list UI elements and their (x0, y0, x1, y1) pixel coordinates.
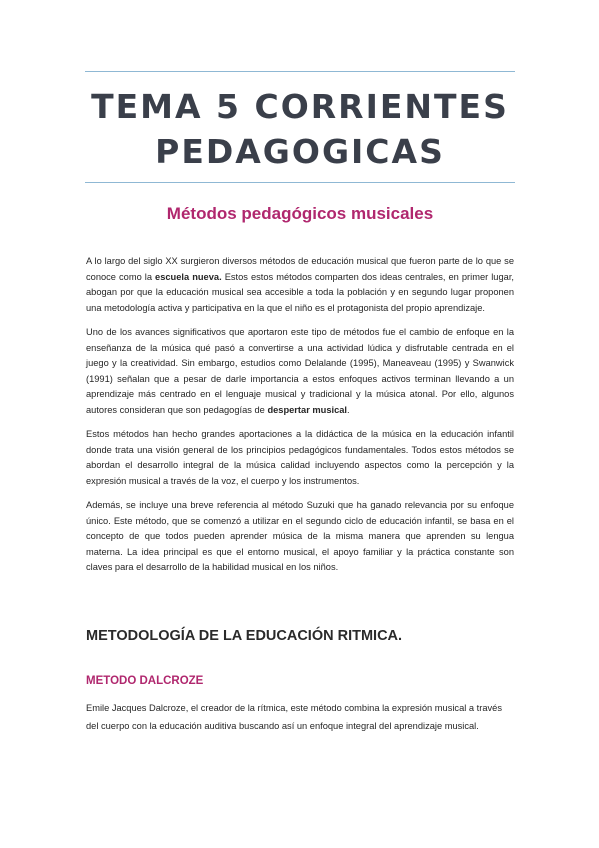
page-title (60, 84, 540, 174)
paragraph-3: Estos métodos han hecho grandes aportaciones a la didáctica de la música en la educación infantil donde trata una visión general de los principios pedagógicos fundamentales. Todos estos métodos se abordan el desarrollo integral de la música calidad incluyendo aspectos como la percepción y la expresión musical a través de la voz, el cuerpo y los instrumentos. (86, 429, 514, 486)
subsection-heading: METODO DALCROZE (86, 675, 204, 687)
paragraph-1: A lo largo del siglo XX surgieron diversos métodos de educación musical que fueron parte de lo que se conoce como la escuela nueva. Estos estos métodos comparten dos ideas centrales, en primer lugar, abogan por que la educación musical sea accesible a toda la población y en segundo lugar proponen una metodología activa y participativa en la que el niño es el protagonista del propio aprendizaje. (86, 256, 514, 313)
body-text (86, 254, 514, 585)
paragraph-2: Uno de los avances significativos que aportaron este tipo de métodos fue el cambio de enfoque en la enseñanza de la música qué pasó a convertirse a una actividad lúdica y disfrutable centrada en el juego y la creatividad. Sin embargo, estudios como Delalande (1995), Maneaveau (1995) y Swanwick (1991) señalan que a pesar de darle importancia a estos enfoques activos terminan llevando a un aprendizaje más centrado en el lenguaje musical y tradicional y la música atonal. Por ello, algunos autores consideran que son pedagogías de despertar musical. (86, 327, 514, 415)
bottom-divider (85, 182, 515, 183)
title-line-2: PEDAGOGICAS (155, 132, 445, 171)
title-line-1: TEMA 5 CORRIENTES (91, 87, 509, 126)
bold-term-escuela-nueva: escuela nueva. (155, 271, 222, 282)
paragraph-5: Emile Jacques Dalcroze, el creador de la rítmica, este método combina la expresión musical a través del cuerpo con la educación auditiva buscando así un enfoque integral del aprendizaje musical. (86, 703, 502, 731)
bold-term-despertar-musical: despertar musical (267, 404, 348, 415)
paragraph-4: Además, se incluye una breve referencia al método Suzuki que ha ganado relevancia por su enfoque único. Este método, que se comenzó a utilizar en el segundo ciclo de educación infantil, se basa en el concepto de que todos pueden aprender música de la misma manera que aprenden su lengua materna. La idea principal es que el entorno musical, el apoyo familiar y la práctica constante son claves para el desarrollo de la habilidad musical en los niños. (86, 500, 514, 572)
top-divider (85, 71, 515, 72)
section-heading: METODOLOGÍA DE LA EDUCACIÓN RITMICA. (86, 628, 403, 644)
page-subtitle: Métodos pedagógicos musicales (166, 204, 434, 223)
